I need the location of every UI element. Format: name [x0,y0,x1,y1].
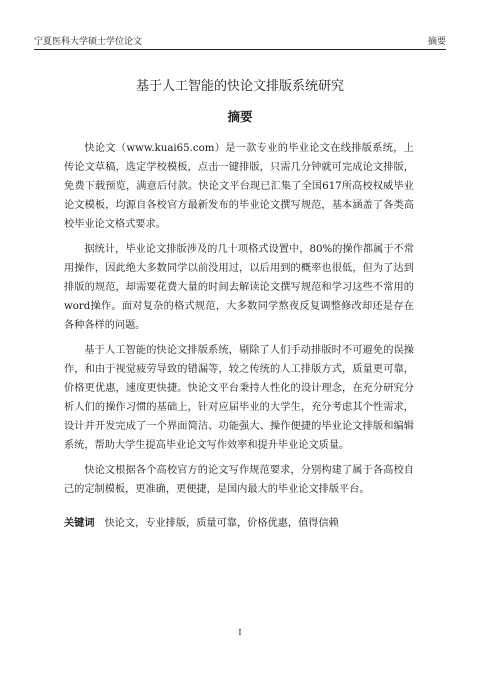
header-section: 摘要 [427,37,446,47]
keywords-text: 快论文，专业排版，质量可靠，价格优惠，值得信赖 [104,518,339,529]
keywords-line [64,514,414,533]
abstract-heading: 摘要 [227,109,253,124]
abstract-body [64,139,414,505]
header-university: 宁夏医科大学硕士学位论文 [34,37,143,47]
running-header [34,35,446,50]
abstract-paragraph-1: 快论文（www.kuai65.com）是一款专业的毕业论文在线排版系统，上传论文草稿，选定学校模板，点击一键排版，只需几分钟就可完成论文排版，免费下载预览，满意后付款。快论文平台现已汇集了全国617所高校权威毕业论文模板，均源自各校官方最新发布的毕业论文撰写规范，基本涵盖了各类高校毕业论文格式要求。 [64,143,414,230]
keywords-label: 关键词 [64,518,95,529]
abstract-paragraph-2: 据统计，毕业论文排版涉及的几十项格式设置中，80%的操作都属于不常用操作，因此绝大多数同学以前没用过，以后用到的概率也很低，但为了达到排版的规范，却需要花费大量的时间去解读论文撰写规范和学习这些不常用的word操作。面对复杂的格式规范，大多数同学熬夜反复调整修改却还是存在各种各样的问题。 [64,244,414,331]
thesis-title: 基于人工智能的快论文排版系统研究 [135,79,344,94]
page-number: I [238,628,242,637]
abstract-paragraph-4: 快论文根据各个高校官方的论文写作规范要求，分别构建了属于各高校自己的定制模板，更准确，更便捷，是国内最大的毕业论文排版平台。 [64,465,414,495]
abstract-paragraph-3: 基于人工智能的快论文排版系统，剔除了人们手动排版时不可避免的误操作，和由于视觉疲劳导致的错漏等，较之传统的人工排版方式，质量更可靠，价格更优惠，速度更快捷。快论文平台秉持人性化的设计理念，在充分研究分析人们的操作习惯的基础上，针对应届毕业的大学生，充分考虑其个性需求，设计并开发完成了一个界面简洁、功能强大、操作便捷的毕业论文排版和编辑系统，帮助大学生提高毕业论文写作效率和提升毕业论文质量。 [64,345,414,451]
